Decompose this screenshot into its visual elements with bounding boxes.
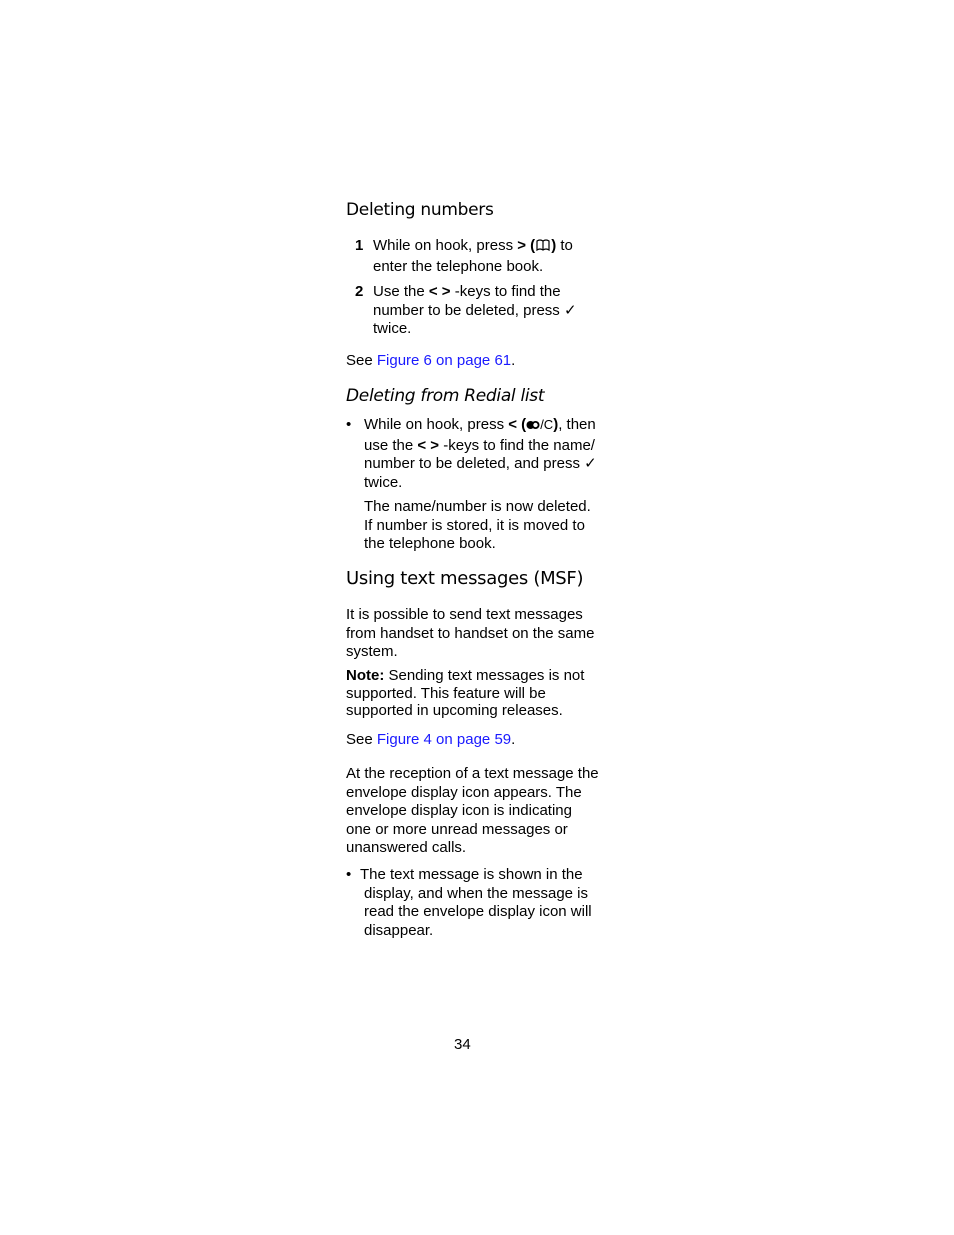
figure-4-link[interactable]: Figure 4 on page 59 xyxy=(376,731,512,748)
step-number: 2 xyxy=(355,283,364,300)
text-messages-intro: It is possible to send text messages from handset to handset on the same system. xyxy=(346,606,595,661)
section-title-text-messages: Using text messages (MSF) xyxy=(346,568,584,589)
step-number: 1 xyxy=(355,237,364,254)
phonebook-icon xyxy=(535,238,551,258)
section-title-deleting-redial: Deleting from Redial list xyxy=(346,386,545,406)
bullet: • xyxy=(346,866,352,883)
checkmark-icon: ✓ xyxy=(563,301,577,319)
redial-icon xyxy=(526,418,540,437)
step-1: 1 While on hook, press > ( ) to enter the telephone book. xyxy=(355,237,573,275)
note-label: Note: xyxy=(346,667,385,684)
see-figure-6: See Figure 6 on page 61. xyxy=(346,352,516,369)
key-left-right: < > xyxy=(417,436,440,454)
key-left: < ( xyxy=(508,416,527,433)
section-title-deleting-numbers: Deleting numbers xyxy=(346,200,494,220)
key-right: > ( xyxy=(517,237,536,254)
key-left-right: < > xyxy=(428,283,451,300)
bullet-redial: • While on hook, press < ( /C), then use the < > -keys to find the name/ number to be deleted, and press ✓ twice. xyxy=(346,416,597,491)
bullet-text-message: • The text message is shown in the display, and when the message is read the envelope display icon will disappear. xyxy=(346,866,592,939)
clear-key-label: /C xyxy=(540,417,554,432)
step-2: 2 Use the < > -keys to find the number to be deleted, press ✓ twice. xyxy=(355,283,577,338)
redial-result-text: The name/number is now deleted. If number is stored, it is moved to the telephone book. xyxy=(364,498,591,553)
note-block: Note: Sending text messages is not supported. This feature will be supported in upcoming releases. xyxy=(346,667,585,719)
page-number: 34 xyxy=(454,1036,471,1053)
see-figure-4: See Figure 4 on page 59. xyxy=(346,731,516,748)
checkmark-icon: ✓ xyxy=(584,455,597,473)
envelope-icon-paragraph: At the reception of a text message the envelope display icon appears. The envelope display icon is indicating one or more unread messages or unanswered calls. xyxy=(346,765,599,857)
bullet: • xyxy=(346,416,352,433)
figure-6-link[interactable]: Figure 6 on page 61 xyxy=(376,352,512,369)
